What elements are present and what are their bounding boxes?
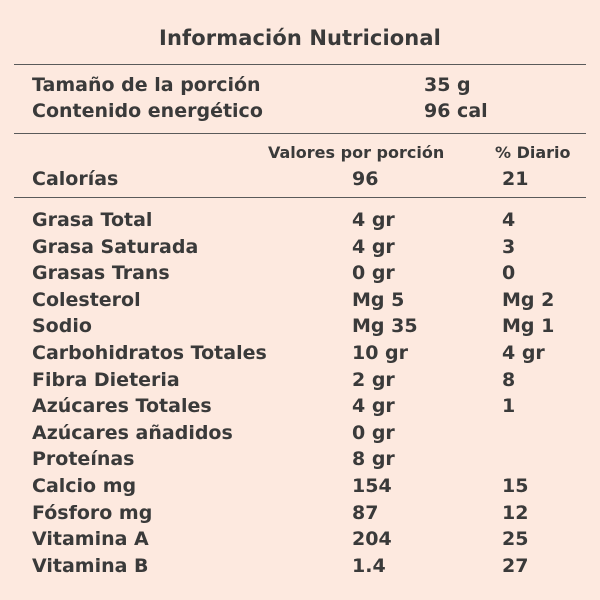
nutrient-label: Sodio xyxy=(32,315,92,338)
nutrient-daily: 4 xyxy=(502,209,516,231)
nutrient-label: Vitamina B xyxy=(32,554,149,577)
serving-size-row xyxy=(32,72,582,98)
nutrient-row xyxy=(32,367,582,393)
nutrient-daily: 8 xyxy=(502,368,516,391)
divider-calories xyxy=(14,197,586,198)
serving-size-value: 35 g xyxy=(424,74,471,96)
divider-middle xyxy=(14,133,586,134)
nutrient-label: Colesterol xyxy=(32,288,141,311)
nutrient-row xyxy=(32,420,582,446)
calories-value: 96 xyxy=(352,168,379,190)
nutrient-label: Azúcares Totales xyxy=(32,395,212,418)
calories-row xyxy=(32,166,582,192)
nutrient-label: Vitamina A xyxy=(32,528,149,551)
nutrient-row xyxy=(32,207,582,233)
nutrient-row xyxy=(32,313,582,339)
nutrient-label: Fibra Dieteria xyxy=(32,368,180,391)
nutrient-daily: 27 xyxy=(502,554,529,577)
nutrient-value: 87 xyxy=(352,501,379,524)
nutrient-row xyxy=(32,500,582,526)
nutrient-row xyxy=(32,446,582,472)
nutrient-value: 0 gr xyxy=(352,262,395,285)
nutrient-value: Mg 35 xyxy=(352,315,418,338)
column-header-per-serving: Valores por porción xyxy=(268,143,445,162)
energy-label: Contenido energético xyxy=(32,100,263,122)
nutrient-value: 10 gr xyxy=(352,342,409,364)
calories-daily: 21 xyxy=(502,168,529,190)
nutrient-label: Azúcares añadidos xyxy=(32,421,233,444)
nutrient-value: 2 gr xyxy=(352,368,395,391)
nutrient-label: Grasas Trans xyxy=(32,262,170,285)
nutrient-label: Grasa Saturada xyxy=(32,235,199,258)
nutrient-value: 4 gr xyxy=(352,209,395,231)
nutrient-label: Calcio mg xyxy=(32,475,137,497)
nutrient-row xyxy=(32,287,582,313)
nutrient-row xyxy=(32,473,582,499)
nutrient-label: Carbohidratos Totales xyxy=(32,342,267,364)
energy-row xyxy=(32,98,582,124)
nutrient-value: 8 gr xyxy=(352,448,395,471)
nutrient-daily: 25 xyxy=(502,528,529,551)
nutrient-daily: 15 xyxy=(502,475,529,497)
nutrient-daily: Mg 2 xyxy=(502,288,555,311)
nutrient-row xyxy=(32,340,582,366)
calories-label: Calorías xyxy=(32,168,119,190)
nutrient-label: Fósforo mg xyxy=(32,501,153,524)
nutrient-value: 4 gr xyxy=(352,235,395,258)
nutrient-row xyxy=(32,260,582,286)
nutrient-daily: 12 xyxy=(502,501,529,524)
energy-value: 96 cal xyxy=(424,100,488,122)
nutrient-value: 1.4 xyxy=(352,554,386,577)
nutrient-value: 0 gr xyxy=(352,421,395,444)
nutrient-daily: 1 xyxy=(502,395,516,418)
nutrient-value: 154 xyxy=(352,475,392,497)
divider-top xyxy=(14,64,586,65)
nutrient-row xyxy=(32,393,582,419)
nutrient-value: Mg 5 xyxy=(352,288,405,311)
nutrient-daily: 4 gr xyxy=(502,342,545,364)
nutrient-row xyxy=(32,553,582,579)
nutrient-row xyxy=(32,526,582,552)
nutrient-label: Proteínas xyxy=(32,448,135,471)
page-title: Información Nutricional xyxy=(159,26,441,50)
nutrient-daily: Mg 1 xyxy=(502,315,555,338)
nutrient-value: 4 gr xyxy=(352,395,395,418)
column-header-daily: % Diario xyxy=(495,143,571,162)
serving-size-label: Tamaño de la porción xyxy=(32,74,261,96)
nutrient-label: Grasa Total xyxy=(32,209,153,231)
nutrient-daily: 3 xyxy=(502,235,516,258)
nutrient-row xyxy=(32,234,582,260)
nutrient-value: 204 xyxy=(352,528,392,551)
nutrient-daily: 0 xyxy=(502,262,516,285)
